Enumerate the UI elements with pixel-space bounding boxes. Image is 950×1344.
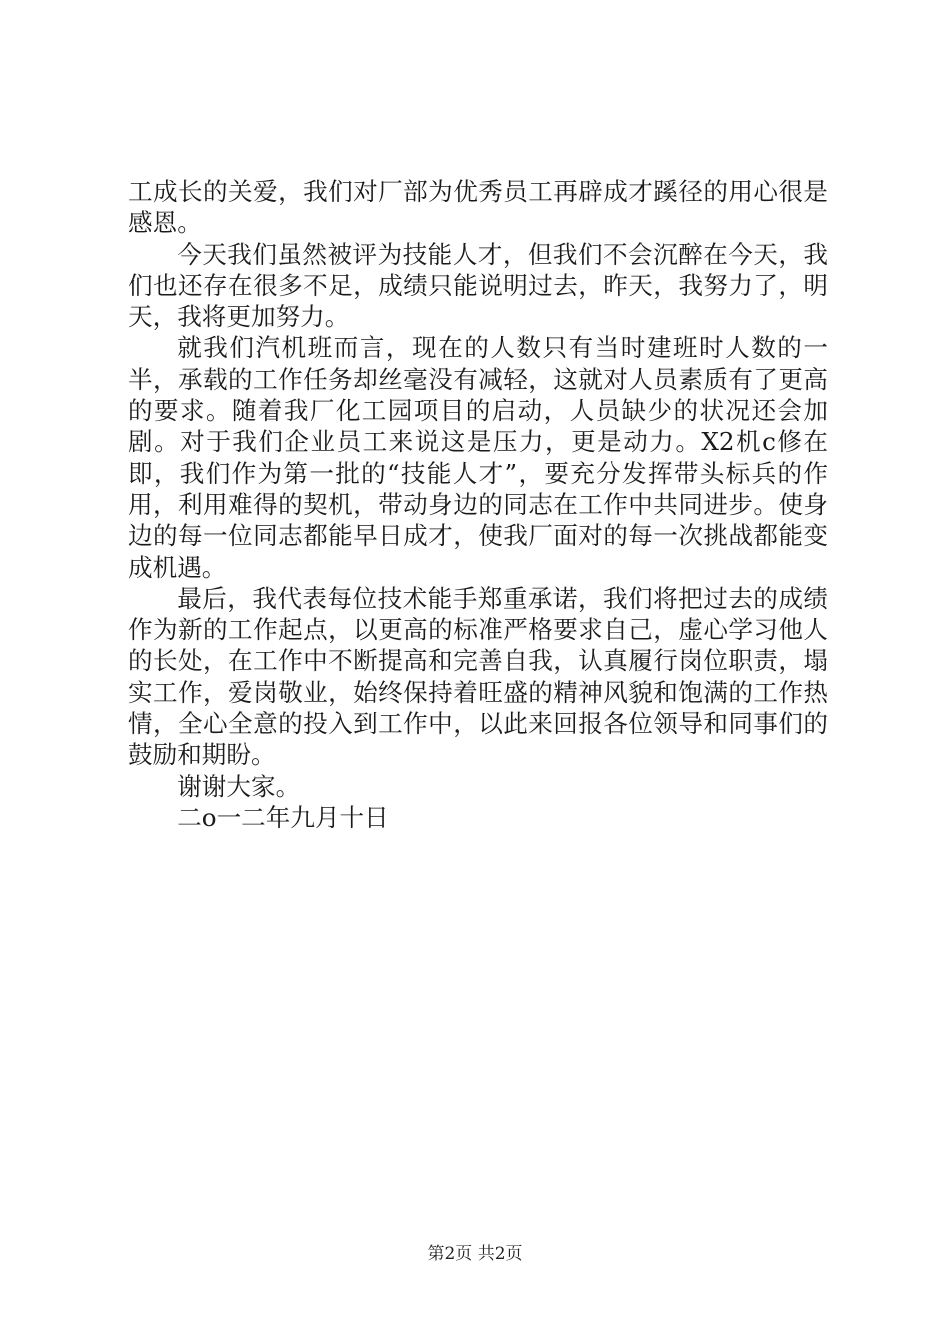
paragraph-pledge: 最后，我代表每位技术能手郑重承诺，我们将把过去的成绩作为新的工作起点，以更高的标准严格要求自己，虚心学习他人的长处，在工作中不断提高和完善自我，认真履行岗位职责，塌实工作，爱岗敬业，始终保持着旺盛的精神风貌和饱满的工作热情，全心全意的投入到工作中，以此来回报各位领导和同事们的鼓励和期盼。	[128, 583, 828, 770]
paragraph-skilled-talent: 今天我们虽然被评为技能人才，但我们不会沉醉在今天，我们也还存在很多不足，成绩只能说明过去，昨天，我努力了，明天，我将更加努力。	[128, 239, 828, 332]
page-number-label: 第2页 共2页	[427, 1244, 523, 1264]
paragraph-date: 二o一二年九月十日	[177, 802, 389, 832]
page-footer	[0, 1242, 950, 1266]
paragraph-continuation: 工成长的关爱，我们对厂部为优秀员工再辟成才蹊径的用心很是感恩。	[128, 177, 828, 238]
document-body	[128, 176, 828, 833]
paragraph-thanks: 谢谢大家。	[177, 771, 301, 801]
paragraph-turbine-team: 就我们汽机班而言，现在的人数只有当时建班时人数的一半，承载的工作任务却丝毫没有减轻，这就对人员素质有了更高的要求。随着我厂化工园项目的启动，人员缺少的状况还会加剧。对于我们企业员工来说这是压力，更是动力。X2机c修在即，我们作为第一批的“技能人才”，要充分发挥带头标兵的作用，利用难得的契机，带动身边的同志在工作中共同进步。使身边的每一位同志都能早日成才，使我厂面对的每一次挑战都能变成机遇。	[128, 333, 828, 582]
